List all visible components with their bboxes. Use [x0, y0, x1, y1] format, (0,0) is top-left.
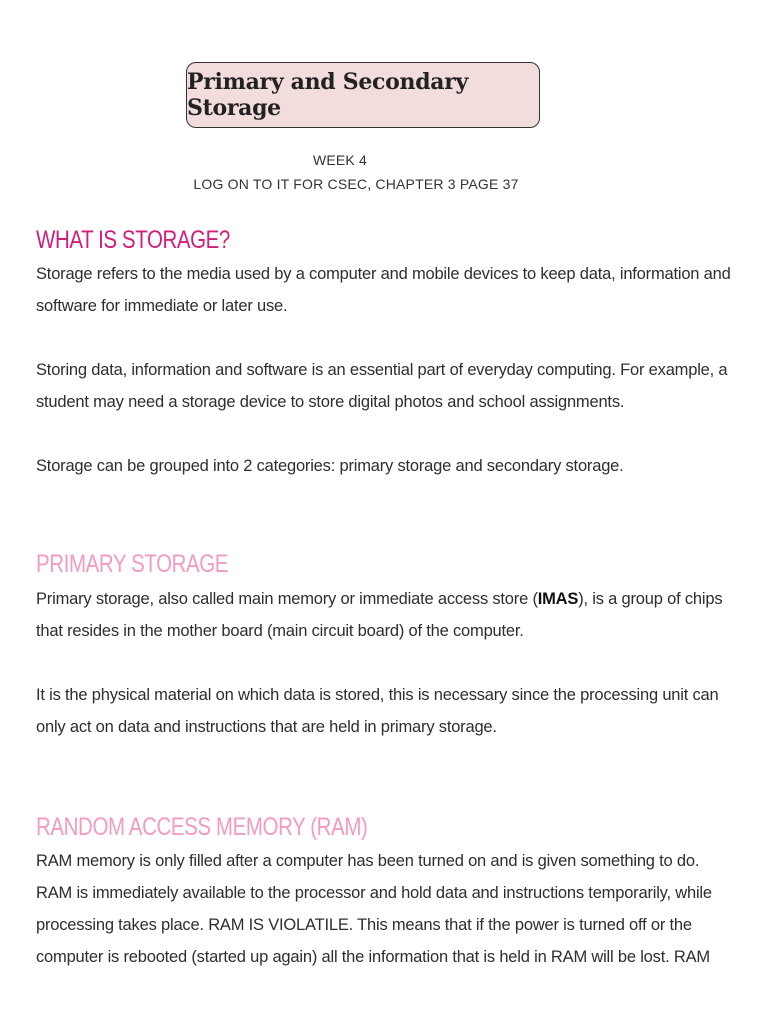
- paragraph-text-before: Primary storage, also called main memory or immediate access store (: [36, 590, 538, 608]
- paragraph-primary-storage-purpose: It is the physical material on which data is stored, this is necessary since the processing unit can only act on data and instructions that are held in primary storage.: [36, 686, 719, 736]
- paragraph-ram-description: RAM memory is only filled after a computer has been turned on and is given something to do. RAM is immediately available to the processor and hold data and instructions temporarily, while processing takes place. RAM IS VIOLATILE. This means that if the power is turned off or the computer is rebooted (started up again) all the information that is held in RAM will be lost. RAM: [36, 852, 712, 966]
- imas-term: IMAS: [537, 590, 579, 608]
- week-label: WEEK 4: [312, 152, 368, 168]
- page-title: Primary and Secondary Storage: [187, 69, 469, 121]
- title-box: [186, 62, 540, 128]
- paragraph-primary-storage-definition: [36, 583, 736, 647]
- paragraph-storage-definition: Storage refers to the media used by a computer and mobile devices to keep data, information and software for immediate or later use.: [36, 265, 731, 315]
- paragraph-text-after: ), is a group of chips that resides in the mother board (main circuit board) of the computer.: [36, 590, 723, 640]
- heading-primary-storage: PRIMARY STORAGE: [36, 550, 229, 578]
- paragraph-storage-categories: Storage can be grouped into 2 categories: primary storage and secondary storage.: [36, 457, 624, 475]
- heading-ram: RANDOM ACCESS MEMORY (RAM): [36, 813, 368, 841]
- chapter-reference: LOG ON TO IT FOR CSEC, CHAPTER 3 PAGE 37: [193, 176, 519, 192]
- heading-what-is-storage: WHAT IS STORAGE?: [36, 226, 230, 254]
- paragraph-storage-example: Storing data, information and software is an essential part of everyday computing. For example, a student may need a storage device to store digital photos and school assignments.: [36, 361, 728, 411]
